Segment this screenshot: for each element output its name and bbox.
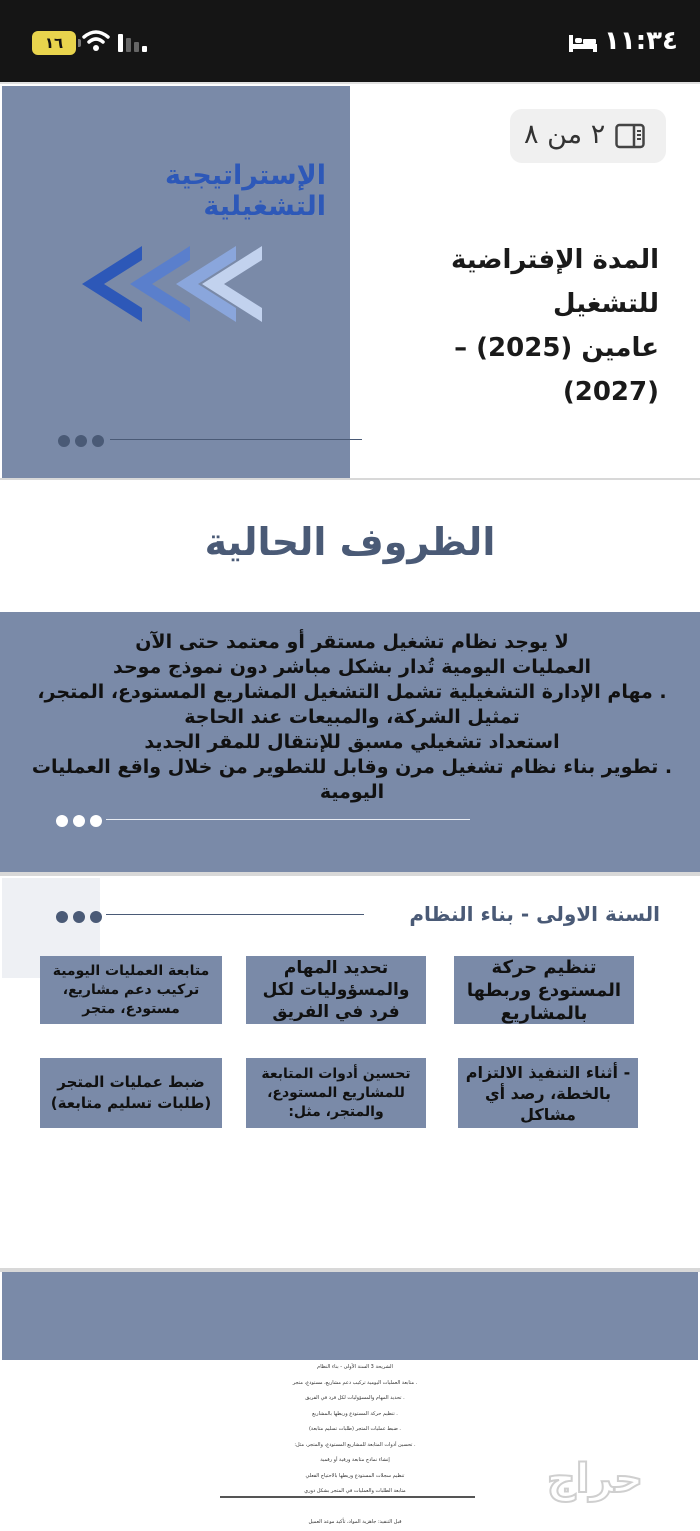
- conditions-band: [0, 612, 700, 872]
- small-line: . تحسين أدوات المتابعة للمشاريع المستودع، والمتجر، مثل:: [294, 1441, 416, 1448]
- task-box: متابعة العمليات اليومية تركيب دعم مشاريع، مستودع، متجر: [40, 956, 222, 1024]
- current-conditions-title: الظروف الحالية: [204, 520, 496, 564]
- slide-4[interactable]: [0, 1272, 700, 1525]
- slide-dots: [58, 432, 109, 446]
- task-box: تنظيم حركة المستودع وربطها بالمشاريع: [454, 956, 634, 1024]
- page-indicator[interactable]: [510, 109, 666, 163]
- task-box: تحديد المهام والمسؤوليات لكل فرد في الفريق: [246, 956, 426, 1024]
- slide-divider: [106, 819, 470, 820]
- first-year-heading: السنة الاولى - بناء النظام: [409, 902, 660, 926]
- wifi-icon: [82, 28, 110, 54]
- small-line: الشريحة 3 السنة الأولى - بناء النظام: [317, 1364, 393, 1370]
- slide-1-side-panel: [2, 86, 350, 478]
- condition-line: استعداد تشغيلي مسبق للإنتقال للمقر الجديد: [144, 731, 560, 753]
- conditions-text: [30, 630, 674, 805]
- svg-text:حراج: حراج: [546, 1456, 644, 1502]
- page-indicator-text: ٢ من ٨: [524, 119, 606, 150]
- slide-divider: [106, 914, 364, 915]
- cellular-signal-icon: [118, 34, 150, 52]
- condition-line: . تطوير بناء نظام تشغيل مرن وقابل للتطوير من خلال واقع العمليات: [31, 756, 673, 778]
- slide-divider: [110, 439, 362, 440]
- sleep-mode-icon: [568, 33, 598, 53]
- task-box: تحسين أدوات المتابعة للمشاريع المستودع، والمتجر، مثل:: [246, 1058, 426, 1128]
- sidebar-toggle-icon[interactable]: [615, 123, 645, 149]
- title-line-1: المدة الإفتراضية للتشغيل: [450, 245, 659, 319]
- condition-line: العمليات اليومية تُدار بشكل مباشر دون نموذج موحد: [112, 656, 592, 678]
- condition-line: لا يوجد نظام تشغيل مستقر أو معتمد حتى الآن: [135, 631, 569, 653]
- condition-line: تمثيل الشركة، والمبيعات عند الحاجة: [184, 706, 520, 728]
- home-indicator[interactable]: [220, 1496, 475, 1498]
- slide-dots: [56, 812, 107, 826]
- status-bar: [0, 0, 700, 82]
- small-line: . متابعة العمليات اليومية تركيب دعم مشاريع، مستودع، متجر: [292, 1379, 418, 1386]
- slide-4-band: [2, 1272, 698, 1360]
- small-line: تنظيم سجلات المستودع وربطها بالاحتياج الفعلي: [305, 1472, 405, 1479]
- condition-line: اليومية: [319, 781, 385, 803]
- slide-1[interactable]: [0, 82, 700, 478]
- small-line: قبل التنفيذ: جاهزية المواد، تأكيد موعد العميل: [308, 1519, 402, 1525]
- task-box: - أثناء التنفيذ الالتزام بالخطة، رصد أي مشاكل: [458, 1058, 638, 1128]
- small-text-block: [230, 1360, 480, 1531]
- battery-level: ١٦: [44, 34, 64, 52]
- title-line-2: عامين (2025) – (2027): [454, 333, 659, 407]
- task-box: ضبط عمليات المتجر (طلبات تسليم متابعة): [40, 1058, 222, 1128]
- chevrons-decoration-icon: [82, 246, 262, 322]
- small-line: . تنظيم حركة المستودع وربطها بالمشاريع: [312, 1410, 398, 1417]
- small-line: متابعة الطلبات والعمليات في المتجر بشكل دوري: [304, 1488, 406, 1494]
- slide-3[interactable]: [0, 876, 700, 1268]
- condition-line: . مهام الإدارة التشغيلية تشمل التشغيل المشاريع المستودع، المتجر،: [37, 681, 667, 703]
- slide-dots: [56, 908, 107, 922]
- haraj-watermark-logo: [500, 1450, 690, 1506]
- small-line: إنشاء نماذج متابعة ورقية أو رقمية: [320, 1457, 390, 1463]
- small-line: . تحديد المهام والمسؤوليات لكل فرد في الفريق: [305, 1395, 405, 1401]
- small-line: [230, 1500, 480, 1516]
- status-time: ١١:٣٤: [604, 26, 678, 56]
- operation-period-title: [365, 238, 659, 414]
- small-line: . ضبط عمليات المتجر (طلبات تسليم متابعة): [308, 1426, 401, 1432]
- slide-2[interactable]: [0, 480, 700, 872]
- strategy-heading: الإستراتيجية التشغيلية: [165, 160, 326, 222]
- battery-icon: [32, 31, 76, 55]
